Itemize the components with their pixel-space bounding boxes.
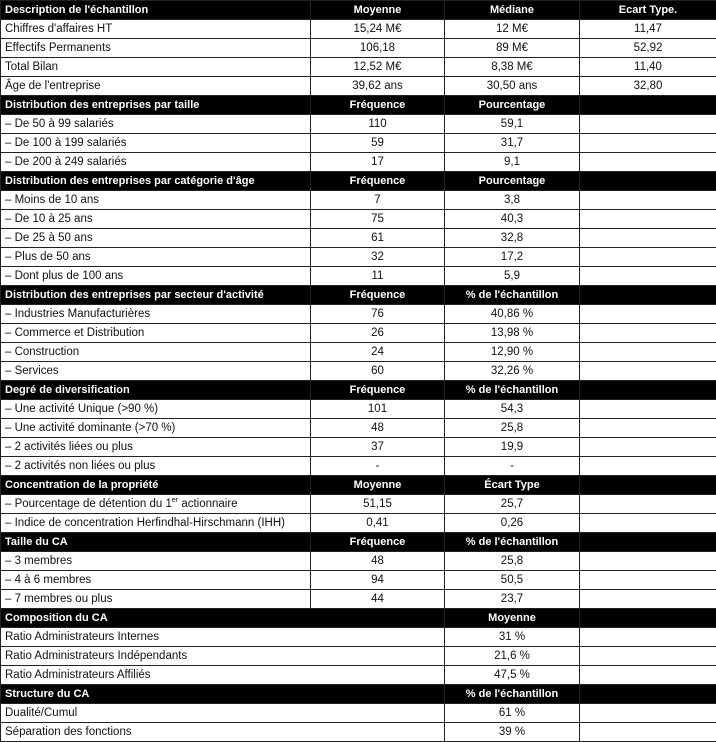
table-row: [1, 571, 716, 590]
cell-value: 12,90 %: [445, 343, 580, 362]
cell-value: 61: [311, 229, 445, 248]
empty-cell: [580, 286, 716, 305]
column-header: Pourcentage: [445, 96, 580, 115]
table-row: [1, 248, 716, 267]
row-label: – Plus de 50 ans: [1, 248, 311, 267]
empty-cell: [580, 647, 716, 666]
empty-cell: [580, 514, 716, 533]
cell-value: 15,24 M€: [311, 20, 445, 39]
row-label: – Construction: [1, 343, 311, 362]
column-header: Pourcentage: [445, 172, 580, 191]
cell-value: 32,26 %: [445, 362, 580, 381]
table-row: [1, 400, 716, 419]
cell-value: 5,9: [445, 267, 580, 286]
empty-cell: [580, 704, 716, 723]
column-header: Moyenne: [311, 1, 445, 20]
table-row: [1, 514, 716, 533]
cell-value: -: [445, 457, 580, 476]
cell-value: 30,50 ans: [445, 77, 580, 96]
section-title: Description de l'échantillon: [1, 1, 311, 20]
table-row: [1, 191, 716, 210]
cell-value: 25,7: [445, 495, 580, 514]
table-row: [1, 628, 716, 647]
empty-cell: [580, 210, 716, 229]
empty-cell: [580, 495, 716, 514]
column-header: Écart Type: [445, 476, 580, 495]
cell-value: 32,80: [580, 77, 716, 96]
column-header: Médiane: [445, 1, 580, 20]
table-row: [1, 134, 716, 153]
table-row: [1, 419, 716, 438]
cell-value: 25,8: [445, 552, 580, 571]
column-header: Fréquence: [311, 533, 445, 552]
cell-value: 3,8: [445, 191, 580, 210]
section-header-diversification: [1, 381, 716, 400]
table-row: [1, 58, 716, 77]
empty-cell: [580, 96, 716, 115]
row-label: – 3 membres: [1, 552, 311, 571]
cell-value: 8,38 M€: [445, 58, 580, 77]
table-row: [1, 115, 716, 134]
cell-value: 47,5 %: [445, 666, 580, 685]
cell-value: 25,8: [445, 419, 580, 438]
row-label: – Services: [1, 362, 311, 381]
cell-value: 52,92: [580, 39, 716, 58]
empty-cell: [580, 172, 716, 191]
empty-cell: [580, 476, 716, 495]
cell-value: 7: [311, 191, 445, 210]
cell-value: 0,41: [311, 514, 445, 533]
section-header-propriete: [1, 476, 716, 495]
cell-value: 23,7: [445, 590, 580, 609]
table-row: [1, 723, 716, 742]
row-label: – 4 à 6 membres: [1, 571, 311, 590]
empty-cell: [580, 419, 716, 438]
cell-value: 60: [311, 362, 445, 381]
empty-cell: [580, 362, 716, 381]
cell-value: 110: [311, 115, 445, 134]
cell-value: 40,3: [445, 210, 580, 229]
cell-value: 39 %: [445, 723, 580, 742]
row-label: Ratio Administrateurs Affiliés: [1, 666, 445, 685]
cell-value: 94: [311, 571, 445, 590]
cell-value: 17,2: [445, 248, 580, 267]
cell-value: 59,1: [445, 115, 580, 134]
table-row: [1, 267, 716, 286]
cell-value: 32: [311, 248, 445, 267]
empty-cell: [580, 571, 716, 590]
cell-value: 9,1: [445, 153, 580, 172]
cell-value: 31,7: [445, 134, 580, 153]
section-title: Distribution des entreprises par secteur d'activité: [1, 286, 311, 305]
column-header: % de l'échantillon: [445, 286, 580, 305]
cell-value: 12,52 M€: [311, 58, 445, 77]
column-header: Fréquence: [311, 172, 445, 191]
cell-value: 59: [311, 134, 445, 153]
table-row: [1, 457, 716, 476]
cell-value: 48: [311, 419, 445, 438]
section-title: Distribution des entreprises par catégorie d'âge: [1, 172, 311, 191]
section-title: Concentration de la propriété: [1, 476, 311, 495]
row-label: – Industries Manufacturières: [1, 305, 311, 324]
table-row: [1, 590, 716, 609]
cell-value: 75: [311, 210, 445, 229]
section-header-age: [1, 172, 716, 191]
section-header-taille_ca: [1, 533, 716, 552]
empty-cell: [580, 400, 716, 419]
cell-value: 40,86 %: [445, 305, 580, 324]
section-header-description: [1, 1, 716, 20]
empty-cell: [580, 381, 716, 400]
row-label: – Une activité dominante (>70 %): [1, 419, 311, 438]
table-row: [1, 229, 716, 248]
cell-value: 54,3: [445, 400, 580, 419]
empty-cell: [580, 457, 716, 476]
row-label: – 7 membres ou plus: [1, 590, 311, 609]
section-header-composition: [1, 609, 716, 628]
empty-cell: [580, 305, 716, 324]
row-label: – Pourcentage de détention du 1er actionnaire: [1, 495, 311, 514]
table-row: [1, 20, 716, 39]
table-row: [1, 495, 716, 514]
cell-value: 0,26: [445, 514, 580, 533]
row-label: – De 50 à 99 salariés: [1, 115, 311, 134]
cell-value: 44: [311, 590, 445, 609]
column-header: % de l'échantillon: [445, 381, 580, 400]
empty-cell: [580, 685, 716, 704]
row-label: Séparation des fonctions: [1, 723, 445, 742]
column-header: Moyenne: [311, 476, 445, 495]
statistics-table-body: [1, 1, 716, 742]
section-title: Taille du CA: [1, 533, 311, 552]
cell-value: 106,18: [311, 39, 445, 58]
table-row: [1, 552, 716, 571]
empty-cell: [580, 248, 716, 267]
row-label: Effectifs Permanents: [1, 39, 311, 58]
row-label: – De 25 à 50 ans: [1, 229, 311, 248]
section-title: Composition du CA: [1, 609, 445, 628]
cell-value: -: [311, 457, 445, 476]
empty-cell: [580, 115, 716, 134]
cell-value: 24: [311, 343, 445, 362]
table-row: [1, 438, 716, 457]
empty-cell: [580, 267, 716, 286]
cell-value: 39,62 ans: [311, 77, 445, 96]
table-row: [1, 666, 716, 685]
cell-value: 11: [311, 267, 445, 286]
empty-cell: [580, 723, 716, 742]
section-title: Structure du CA: [1, 685, 445, 704]
cell-value: 61 %: [445, 704, 580, 723]
column-header: Moyenne: [445, 609, 580, 628]
section-title: Degré de diversification: [1, 381, 311, 400]
section-header-secteur: [1, 286, 716, 305]
cell-value: 17: [311, 153, 445, 172]
cell-value: 89 M€: [445, 39, 580, 58]
column-header: % de l'échantillon: [445, 533, 580, 552]
row-label: – De 200 à 249 salariés: [1, 153, 311, 172]
row-label: Ratio Administrateurs Indépendants: [1, 647, 445, 666]
empty-cell: [580, 324, 716, 343]
row-label: – Commerce et Distribution: [1, 324, 311, 343]
cell-value: 12 M€: [445, 20, 580, 39]
empty-cell: [580, 552, 716, 571]
table-row: [1, 39, 716, 58]
table-row: [1, 324, 716, 343]
cell-value: 19,9: [445, 438, 580, 457]
empty-cell: [580, 343, 716, 362]
row-label: Total Bilan: [1, 58, 311, 77]
empty-cell: [580, 609, 716, 628]
table-row: [1, 210, 716, 229]
row-label: Chiffres d'affaires HT: [1, 20, 311, 39]
cell-value: 101: [311, 400, 445, 419]
column-header: Fréquence: [311, 381, 445, 400]
section-header-structure: [1, 685, 716, 704]
column-header: Fréquence: [311, 96, 445, 115]
table-row: [1, 362, 716, 381]
cell-value: 11,47: [580, 20, 716, 39]
cell-value: 37: [311, 438, 445, 457]
row-label: – Moins de 10 ans: [1, 191, 311, 210]
row-label: Ratio Administrateurs Internes: [1, 628, 445, 647]
empty-cell: [580, 666, 716, 685]
row-label: – Indice de concentration Herfindhal-Hirschmann (IHH): [1, 514, 311, 533]
cell-value: 76: [311, 305, 445, 324]
cell-value: 48: [311, 552, 445, 571]
column-header: Ecart Type.: [580, 1, 716, 20]
empty-cell: [580, 153, 716, 172]
row-label: – Dont plus de 100 ans: [1, 267, 311, 286]
cell-value: 11,40: [580, 58, 716, 77]
row-label: – De 10 à 25 ans: [1, 210, 311, 229]
table-row: [1, 305, 716, 324]
section-title: Distribution des entreprises par taille: [1, 96, 311, 115]
cell-value: 21,6 %: [445, 647, 580, 666]
cell-value: 32,8: [445, 229, 580, 248]
row-label: – 2 activités liées ou plus: [1, 438, 311, 457]
cell-value: 13,98 %: [445, 324, 580, 343]
cell-value: 31 %: [445, 628, 580, 647]
cell-value: 50,5: [445, 571, 580, 590]
table-row: [1, 77, 716, 96]
row-label: – De 100 à 199 salariés: [1, 134, 311, 153]
empty-cell: [580, 134, 716, 153]
empty-cell: [580, 533, 716, 552]
column-header: Fréquence: [311, 286, 445, 305]
empty-cell: [580, 438, 716, 457]
empty-cell: [580, 229, 716, 248]
empty-cell: [580, 191, 716, 210]
cell-value: 26: [311, 324, 445, 343]
row-label: – 2 activités non liées ou plus: [1, 457, 311, 476]
column-header: % de l'échantillon: [445, 685, 580, 704]
section-header-taille: [1, 96, 716, 115]
table-row: [1, 153, 716, 172]
row-label: Âge de l'entreprise: [1, 77, 311, 96]
row-label: Dualité/Cumul: [1, 704, 445, 723]
table-row: [1, 704, 716, 723]
empty-cell: [580, 590, 716, 609]
row-label: – Une activité Unique (>90 %): [1, 400, 311, 419]
table-row: [1, 647, 716, 666]
empty-cell: [580, 628, 716, 647]
cell-value: 51,15: [311, 495, 445, 514]
table-row: [1, 343, 716, 362]
